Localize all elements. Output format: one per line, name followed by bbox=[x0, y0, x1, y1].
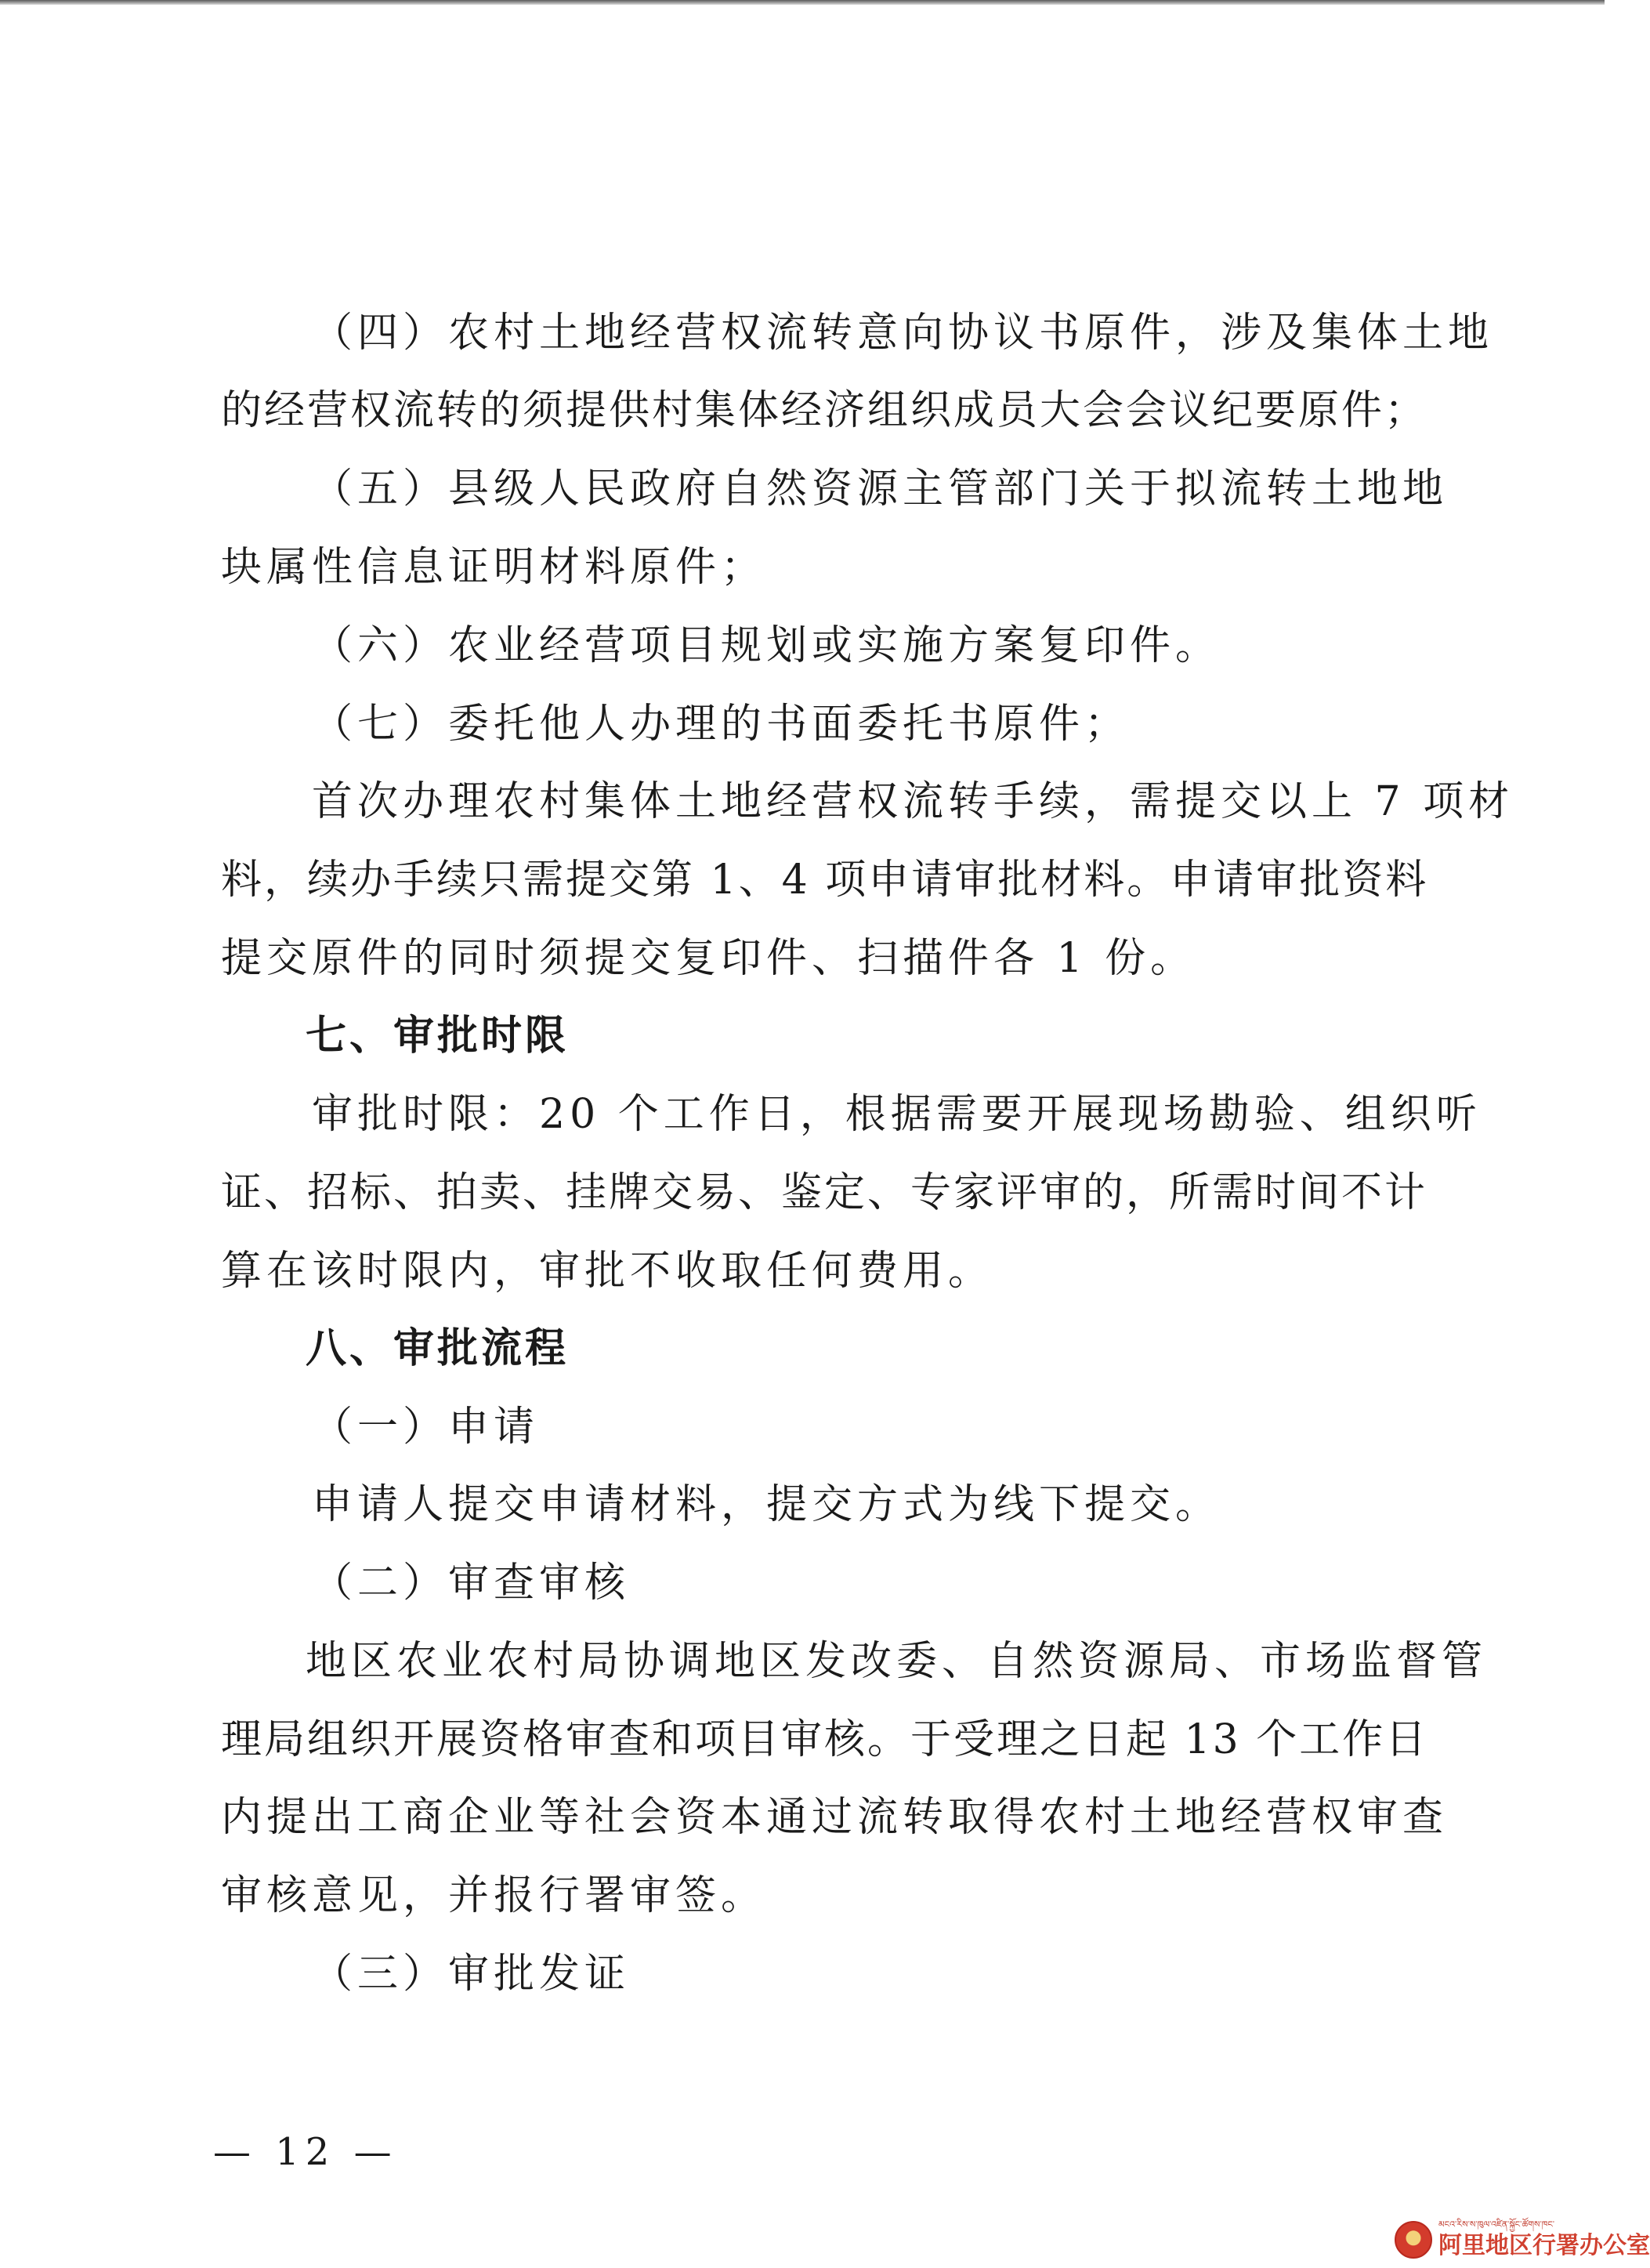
paragraph-apply: 申请人提交申请材料，提交方式为线下提交。 bbox=[312, 1481, 1221, 1528]
paragraph-review-line-3: 内提出工商企业等社会资本通过流转取得农村土地经营权审查 bbox=[221, 1794, 1449, 1841]
paragraph-note-line-3: 提交原件的同时须提交复印件、扫描件各 1 份。 bbox=[221, 935, 1196, 982]
paragraph-item-5-line-1: （五）县级人民政府自然资源主管部门关于拟流转土地地 bbox=[312, 466, 1449, 513]
paragraph-item-6: （六）农业经营项目规划或实施方案复印件。 bbox=[312, 622, 1221, 669]
page-number: — 12 — bbox=[213, 2130, 398, 2174]
subheading-issue: （三）审批发证 bbox=[312, 1951, 631, 1998]
section-heading-7: 七、审批时限 bbox=[306, 1013, 570, 1060]
paragraph-note-line-2: 料，续办手续只需提交第 1、4 项申请审批材料。申请审批资料 bbox=[221, 857, 1429, 904]
paragraph-review-line-2: 理局组织开展资格审查和项目审核。于受理之日起 13 个工作日 bbox=[221, 1716, 1429, 1763]
paragraph-note-line-1: 首次办理农村集体土地经营权流转手续，需提交以上 7 项材 bbox=[312, 778, 1514, 825]
paragraph-time-limit-line-1: 审批时限：20 个工作日，根据需要开展现场勘验、组织听 bbox=[312, 1091, 1482, 1138]
watermark-text: 阿里地区行署办公室 bbox=[1438, 2232, 1650, 2259]
paragraph-item-4-line-1: （四）农村土地经营权流转意向协议书原件，涉及集体土地 bbox=[312, 310, 1494, 357]
paragraph-time-limit-line-3: 算在该时限内，审批不收取任何费用。 bbox=[221, 1248, 994, 1295]
paragraph-item-7: （七）委托他人办理的书面委托书原件； bbox=[312, 701, 1131, 748]
subheading-review: （二）审查审核 bbox=[312, 1560, 631, 1607]
section-heading-8: 八、审批流程 bbox=[306, 1325, 570, 1372]
watermark-tibetan-text: མངའ་རིས་ས་ཁུལ་འཛིན་སྐྱོང་ཚོགས་ཁང་ bbox=[1438, 2219, 1555, 2230]
paragraph-item-5-line-2: 块属性信息证明材料原件； bbox=[221, 544, 767, 591]
paragraph-review-line-4: 审核意见，并报行署审签。 bbox=[221, 1872, 767, 1919]
office-watermark bbox=[1395, 2218, 1650, 2268]
paragraph-review-line-1: 地区农业农村局协调地区发改委、自然资源局、市场监督管 bbox=[306, 1638, 1488, 1685]
paragraph-item-4-line-2: 的经营权流转的须提供村集体经济组织成员大会会议纪要原件； bbox=[221, 387, 1428, 434]
national-emblem-icon bbox=[1395, 2221, 1432, 2259]
paragraph-time-limit-line-2: 证、招标、拍卖、挂牌交易、鉴定、专家评审的，所需时间不计 bbox=[221, 1169, 1428, 1216]
subheading-apply: （一）申请 bbox=[312, 1404, 540, 1451]
scan-edge bbox=[0, 0, 1605, 5]
